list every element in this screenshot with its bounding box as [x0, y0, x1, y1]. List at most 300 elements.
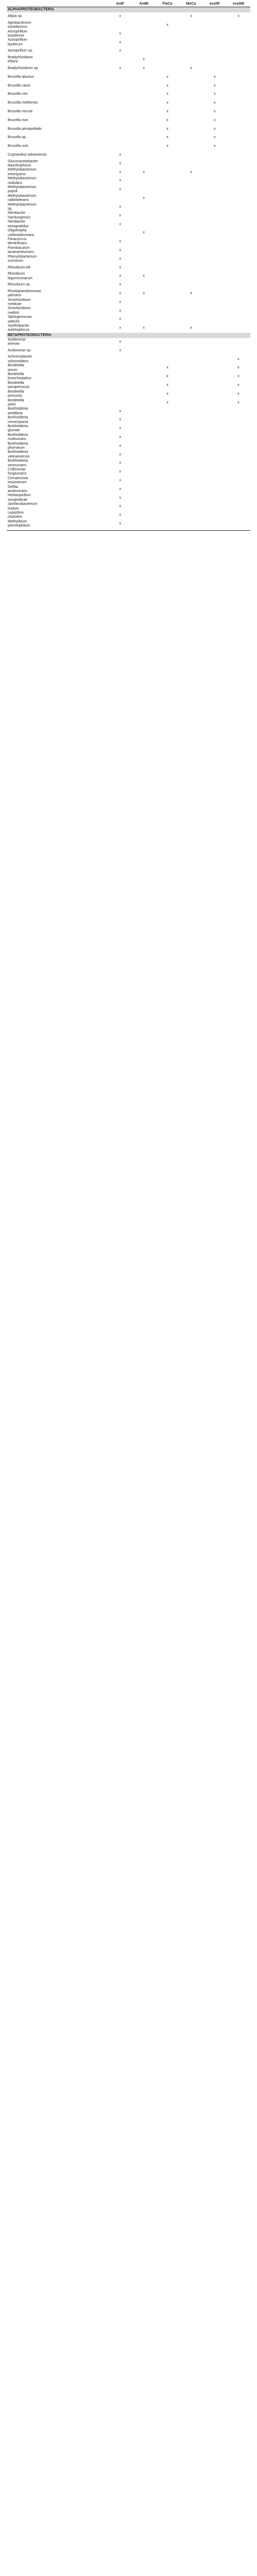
taxon-name-line: Bordetella — [8, 389, 24, 394]
presence-cell — [179, 399, 203, 408]
presence-cell — [203, 324, 227, 333]
table-row — [7, 81, 250, 90]
taxon-name-line: Comamonas — [8, 476, 28, 480]
table-row — [7, 347, 250, 355]
presence-cell — [156, 125, 180, 133]
presence-cell — [227, 185, 250, 194]
presence-cell — [156, 272, 180, 281]
presence-cell — [108, 56, 132, 64]
presence-cell — [227, 485, 250, 494]
presence-cell — [179, 125, 203, 133]
taxon-name-cell — [7, 108, 108, 116]
presence-cell — [156, 307, 180, 315]
presence-cell — [227, 298, 250, 307]
presence-cell — [179, 56, 203, 64]
presence-cell — [156, 133, 180, 142]
presence-cell — [179, 315, 203, 324]
presence-mark: x — [119, 300, 121, 304]
taxon-name-cell — [7, 372, 108, 381]
taxon-name-line: Methylobacterium — [8, 194, 37, 198]
presence-cell — [132, 442, 156, 451]
table-row — [7, 168, 250, 177]
presence-cell — [108, 459, 132, 468]
taxon-name-cell — [7, 81, 108, 90]
presence-cell — [179, 81, 203, 90]
table-row — [7, 229, 250, 238]
taxon-name-cell — [7, 281, 108, 290]
taxon-name-cell — [7, 442, 108, 451]
taxon-column-header — [7, 1, 108, 7]
presence-cell — [108, 263, 132, 272]
taxon-name-line: seropedicae — [8, 498, 28, 502]
presence-mark: x — [119, 257, 121, 261]
presence-mark: x — [237, 400, 239, 404]
presence-cell — [227, 125, 250, 133]
presence-mark: x — [142, 326, 145, 330]
column-header-antf: AntF — [108, 1, 132, 7]
presence-cell — [203, 99, 227, 108]
presence-cell — [179, 263, 203, 272]
presence-cell — [203, 511, 227, 520]
presence-cell — [227, 203, 250, 212]
presence-cell — [132, 90, 156, 99]
presence-mark: x — [119, 418, 121, 422]
presence-mark: x — [190, 66, 192, 71]
presence-cell — [227, 315, 250, 324]
presence-cell — [203, 263, 227, 272]
presence-cell — [156, 142, 180, 151]
presence-cell — [108, 246, 132, 255]
presence-cell — [203, 272, 227, 281]
presence-cell — [227, 194, 250, 203]
presence-cell — [132, 238, 156, 246]
presence-cell — [132, 502, 156, 511]
taxon-name-line: nodulans — [8, 181, 23, 185]
presence-cell — [179, 281, 203, 290]
presence-mark: x — [214, 135, 216, 140]
presence-cell — [108, 281, 132, 290]
presence-cell — [156, 425, 180, 433]
presence-cell — [108, 425, 132, 433]
table-row — [7, 416, 250, 425]
presence-cell — [203, 238, 227, 246]
presence-cell — [132, 511, 156, 520]
taxon-name-line: Afipia sp. — [8, 14, 23, 19]
taxon-name-cell — [7, 238, 108, 246]
taxon-name-cell — [7, 177, 108, 185]
presence-cell — [179, 21, 203, 30]
presence-mark: x — [119, 427, 121, 431]
table-header-row — [7, 1, 250, 7]
taxon-name-line: carboxidovorans — [8, 233, 35, 237]
taxon-name-line: Burkholderia — [8, 450, 28, 454]
presence-mark: x — [119, 49, 121, 53]
presence-cell — [156, 442, 180, 451]
section-header-row — [7, 333, 250, 338]
taxon-name-cell — [7, 185, 108, 194]
presence-cell — [179, 338, 203, 347]
presence-cell — [203, 73, 227, 82]
presence-mark: x — [119, 31, 121, 36]
presence-mark: x — [119, 470, 121, 474]
presence-cell — [132, 64, 156, 73]
presence-cell — [108, 416, 132, 425]
taxon-name-line: lavamentivorans — [8, 250, 34, 255]
taxon-name-cell — [7, 381, 108, 390]
presence-cell — [203, 90, 227, 99]
presence-cell — [132, 459, 156, 468]
presence-cell — [108, 142, 132, 151]
presence-cell — [179, 73, 203, 82]
column-header-flaco: FlaCo — [156, 1, 180, 7]
presence-cell — [108, 185, 132, 194]
section-title: BETAPROTEOBACTERIA — [7, 333, 250, 338]
presence-cell — [108, 520, 132, 529]
taxon-name-line: bronchiseptica — [8, 377, 31, 381]
presence-cell — [156, 520, 180, 529]
presence-cell — [132, 133, 156, 142]
presence-cell — [203, 355, 227, 364]
taxon-name-line: Delftia — [8, 485, 18, 489]
table-row — [7, 38, 250, 47]
taxon-name-line: Brucella sp. — [8, 135, 27, 140]
presence-mark: x — [119, 348, 121, 352]
presence-cell — [227, 21, 250, 30]
presence-cell — [179, 298, 203, 307]
table-row — [7, 281, 250, 290]
presence-cell — [132, 485, 156, 494]
presence-cell — [156, 355, 180, 364]
presence-cell — [132, 81, 156, 90]
presence-mark: x — [214, 92, 216, 96]
presence-mark: x — [190, 326, 192, 330]
taxon-name-line: Nitrobacter — [8, 211, 26, 215]
presence-cell — [156, 38, 180, 47]
taxon-name-cell — [7, 38, 108, 47]
presence-cell — [203, 338, 227, 347]
presence-mark: x — [119, 291, 121, 295]
taxon-name-line: Rhizobium sp. — [8, 283, 31, 287]
presence-mark: x — [166, 110, 169, 114]
presence-cell — [203, 494, 227, 502]
table-body — [7, 7, 250, 531]
presence-cell — [156, 399, 180, 408]
taxon-name-line: Bordetella — [8, 381, 24, 385]
presence-cell — [108, 12, 132, 21]
presence-cell — [203, 220, 227, 229]
presence-cell — [179, 133, 203, 142]
taxon-name-line: avenae — [8, 342, 20, 346]
presence-cell — [227, 255, 250, 264]
presence-cell — [203, 315, 227, 324]
presence-mark: x — [119, 326, 121, 330]
presence-cell — [179, 142, 203, 151]
presence-cell — [108, 168, 132, 177]
taxon-name-cell — [7, 168, 108, 177]
presence-cell — [227, 220, 250, 229]
presence-cell — [179, 485, 203, 494]
presence-cell — [203, 47, 227, 56]
table-row — [7, 263, 250, 272]
presence-cell — [179, 390, 203, 399]
presence-cell — [203, 21, 227, 30]
taxon-name-line: leguminosarum — [8, 276, 33, 280]
presence-cell — [156, 64, 180, 73]
taxon-name-line: acidovorans — [8, 489, 27, 494]
presence-mark: x — [119, 504, 121, 509]
presence-cell — [156, 298, 180, 307]
presence-cell — [203, 64, 227, 73]
presence-mark: x — [119, 265, 121, 269]
taxon-name-cell — [7, 338, 108, 347]
presence-cell — [203, 177, 227, 185]
presence-cell — [227, 160, 250, 168]
presence-cell — [227, 177, 250, 185]
presence-mark: x — [119, 283, 121, 287]
taxon-name-line: Brucella melitensis — [8, 101, 38, 105]
presence-cell — [227, 142, 250, 151]
presence-mark: x — [119, 435, 121, 439]
presence-cell — [132, 255, 156, 264]
taxon-name-cell — [7, 425, 108, 433]
presence-cell — [156, 338, 180, 347]
taxon-name-line: cenocepacia — [8, 420, 28, 424]
presence-mark: x — [119, 179, 121, 183]
taxon-name-line: autotrophicus — [8, 328, 30, 332]
presence-cell — [227, 12, 250, 21]
presence-cell — [179, 502, 203, 511]
presence-cell — [156, 246, 180, 255]
presence-cell — [132, 347, 156, 355]
presence-mark: x — [119, 317, 121, 321]
presence-cell — [203, 399, 227, 408]
presence-cell — [132, 263, 156, 272]
presence-cell — [156, 81, 180, 90]
taxon-name-cell — [7, 399, 108, 408]
presence-cell — [132, 520, 156, 529]
presence-cell — [108, 450, 132, 459]
presence-cell — [227, 272, 250, 281]
table-row — [7, 477, 250, 485]
taxon-name-line: Burkholderia — [8, 424, 28, 428]
taxon-name-line: Agrobacterium — [8, 21, 31, 25]
presence-cell — [156, 238, 180, 246]
presence-cell — [227, 442, 250, 451]
presence-cell — [203, 407, 227, 416]
table-row — [7, 133, 250, 142]
table-row — [7, 390, 250, 399]
taxon-name-cell — [7, 390, 108, 399]
presence-cell — [179, 355, 203, 364]
taxon-name-line: winogradskyi — [8, 224, 29, 228]
presence-cell — [227, 338, 250, 347]
taxon-name-line: Bordetella — [8, 398, 24, 402]
presence-cell — [227, 168, 250, 177]
presence-cell — [108, 30, 132, 39]
presence-cell — [203, 364, 227, 372]
presence-cell — [156, 151, 180, 160]
presence-cell — [132, 99, 156, 108]
table-row — [7, 211, 250, 220]
column-header-ecolim: ecoliM — [227, 1, 250, 7]
presence-cell — [132, 177, 156, 185]
taxon-name-line: Brucella pinnipedialis — [8, 127, 42, 131]
taxon-name-cell — [7, 315, 108, 324]
presence-mark: x — [119, 161, 121, 165]
presence-mark: x — [119, 40, 121, 44]
taxon-name-cell — [7, 324, 108, 333]
presence-cell — [156, 494, 180, 502]
presence-mark: x — [237, 392, 239, 396]
table-row — [7, 99, 250, 108]
taxon-name-cell — [7, 142, 108, 151]
presence-cell — [203, 108, 227, 116]
presence-cell — [108, 125, 132, 133]
taxon-name-line: petroleiphilum — [8, 524, 30, 528]
taxon-name-line: Brucella microti — [8, 110, 33, 114]
presence-cell — [132, 494, 156, 502]
presence-cell — [179, 246, 203, 255]
taxon-name-line: Phenylobacterium — [8, 255, 37, 259]
presence-cell — [179, 381, 203, 390]
taxon-name-line: extorquens — [8, 172, 26, 176]
table-row — [7, 399, 250, 408]
presence-cell — [179, 116, 203, 125]
presence-cell — [108, 355, 132, 364]
presence-cell — [108, 485, 132, 494]
taxon-name-line: medicae — [8, 302, 22, 306]
presence-cell — [156, 324, 180, 333]
presence-mark: x — [142, 170, 145, 174]
presence-cell — [108, 108, 132, 116]
presence-cell — [156, 177, 180, 185]
presence-cell — [227, 494, 250, 502]
taxon-name-cell — [7, 494, 108, 502]
taxon-name-line: avium — [8, 368, 18, 372]
presence-cell — [203, 347, 227, 355]
presence-mark: x — [166, 400, 169, 404]
presence-mark: x — [237, 357, 239, 361]
presence-cell — [108, 372, 132, 381]
taxon-name-line: phymatum — [8, 446, 25, 450]
presence-cell — [227, 511, 250, 520]
presence-cell — [227, 238, 250, 246]
presence-cell — [132, 56, 156, 64]
taxon-name-line: populi — [8, 190, 18, 194]
presence-cell — [227, 416, 250, 425]
taxon-name-cell — [7, 90, 108, 99]
taxon-name-cell — [7, 263, 108, 272]
section-header-row — [7, 7, 250, 13]
taxon-name-cell — [7, 290, 108, 298]
presence-cell — [227, 229, 250, 238]
presence-cell — [156, 468, 180, 477]
presence-mark: x — [166, 383, 169, 387]
table-row — [7, 502, 250, 511]
taxon-name-line: Acidovorax — [8, 337, 26, 342]
presence-cell — [108, 177, 132, 185]
taxon-name-cell — [7, 459, 108, 468]
table-row — [7, 433, 250, 442]
presence-cell — [108, 238, 132, 246]
presence-mark: x — [119, 248, 121, 252]
presence-cell — [108, 468, 132, 477]
presence-cell — [108, 47, 132, 56]
presence-cell — [132, 281, 156, 290]
presence-mark: x — [119, 188, 121, 192]
table-row — [7, 442, 250, 451]
presence-cell — [203, 30, 227, 39]
presence-cell — [156, 30, 180, 39]
presence-cell — [132, 425, 156, 433]
table-row — [7, 255, 250, 264]
taxon-name-cell — [7, 21, 108, 30]
presence-cell — [203, 372, 227, 381]
presence-cell — [132, 125, 156, 133]
presence-cell — [227, 477, 250, 485]
data-table — [7, 1, 250, 531]
presence-cell — [227, 90, 250, 99]
taxon-name-cell — [7, 133, 108, 142]
presence-cell — [227, 151, 250, 160]
taxon-name-line: Rhizobium etli — [8, 265, 30, 269]
presence-mark: x — [119, 240, 121, 244]
presence-cell — [227, 99, 250, 108]
column-header-ecolif: ecoliF — [203, 1, 227, 7]
presence-cell — [108, 307, 132, 315]
table-row — [7, 185, 250, 194]
table-row — [7, 56, 250, 64]
presence-cell — [132, 151, 156, 160]
presence-cell — [108, 255, 132, 264]
taxon-name-line: Rhizobium — [8, 272, 25, 276]
presence-cell — [179, 407, 203, 416]
presence-cell — [227, 355, 250, 364]
table-row — [7, 511, 250, 520]
table-row — [7, 64, 250, 73]
presence-cell — [179, 307, 203, 315]
presence-cell — [227, 520, 250, 529]
taxon-name-line: elkanii — [8, 60, 18, 64]
presence-mark: x — [166, 127, 169, 131]
presence-mark: x — [142, 66, 145, 71]
presence-cell — [179, 520, 203, 529]
taxon-name-cell — [7, 307, 108, 315]
presence-cell — [203, 125, 227, 133]
presence-cell — [156, 90, 180, 99]
presence-cell — [132, 160, 156, 168]
presence-cell — [132, 307, 156, 315]
taxon-name-cell — [7, 116, 108, 125]
presence-mark: x — [119, 309, 121, 313]
presence-cell — [203, 142, 227, 151]
presence-cell — [108, 442, 132, 451]
presence-cell — [156, 263, 180, 272]
taxon-name-line: Achromobacter — [8, 355, 33, 359]
presence-cell — [108, 220, 132, 229]
presence-cell — [132, 399, 156, 408]
presence-cell — [132, 142, 156, 151]
presence-cell — [156, 229, 180, 238]
taxon-name-line: Janthinobacterium — [8, 502, 38, 506]
presence-cell — [108, 381, 132, 390]
presence-mark: x — [214, 83, 216, 88]
presence-mark: x — [237, 383, 239, 387]
taxon-name-line: radiotolerans — [8, 198, 29, 202]
presence-cell — [132, 246, 156, 255]
presence-mark: x — [119, 479, 121, 483]
taxon-name-line: glumae — [8, 429, 20, 433]
